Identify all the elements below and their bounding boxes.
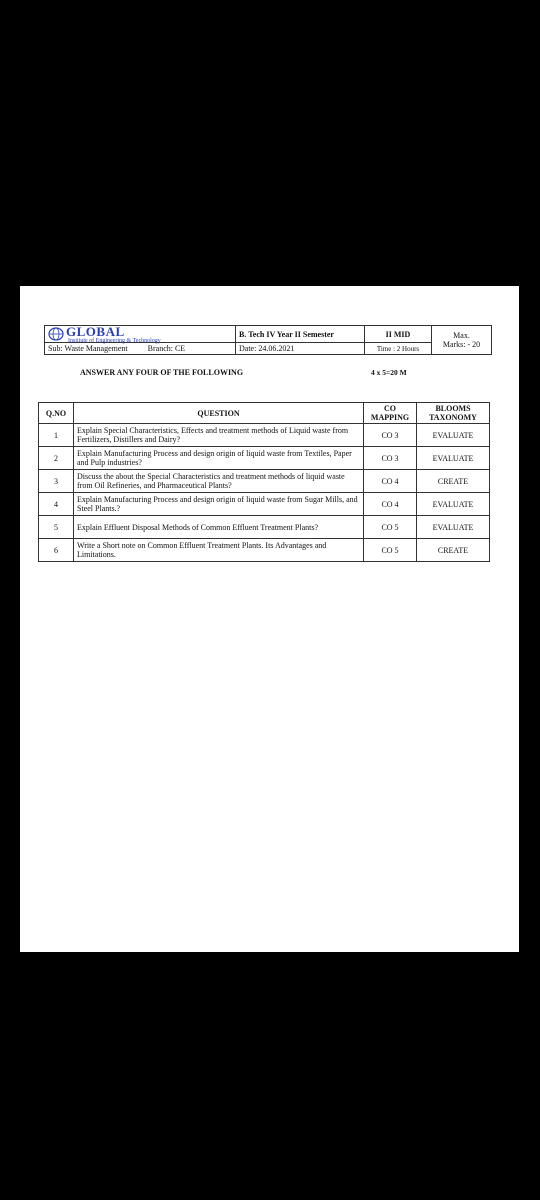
table-row (39, 493, 490, 516)
row-co: CO 4 (364, 470, 417, 493)
max-label: Max. (453, 331, 470, 340)
row-blooms: EVALUATE (417, 493, 490, 516)
header-qno: Q.NO (39, 403, 74, 424)
course-cell: B. Tech IV Year II Semester (236, 326, 365, 343)
header-bt-line2: TAXONOMY (429, 413, 477, 422)
header-bt-line1: BLOOMS (435, 404, 471, 413)
logo-cell (45, 323, 236, 344)
row-co: CO 5 (364, 516, 417, 539)
row-no: 2 (39, 447, 74, 470)
header-question: QUESTION (74, 403, 364, 424)
row-blooms: EVALUATE (417, 516, 490, 539)
header-co-line1: CO (384, 404, 396, 413)
row-no: 3 (39, 470, 74, 493)
header-co-mapping (364, 403, 417, 424)
row-co: CO 5 (364, 539, 417, 562)
row-question: Write a Short note on Common Effluent Treatment Plants. Its Advantages and Limitations. (74, 539, 364, 562)
header-table (44, 325, 492, 355)
table-row (39, 516, 490, 539)
subject-branch-cell (45, 343, 236, 355)
date-cell: Date: 24.06.2021 (236, 343, 365, 355)
time-cell: Time : 2 Hours (365, 343, 432, 355)
row-question: Explain Effluent Disposal Methods of Common Effluent Treatment Plants? (74, 516, 364, 539)
table-row (39, 470, 490, 493)
header-co-line2: MAPPING (370, 413, 410, 422)
row-co: CO 4 (364, 493, 417, 516)
marks-formula: 4 x 5=20 M (371, 368, 407, 377)
globe-icon (48, 327, 64, 341)
max-marks: Marks: - 20 (442, 340, 481, 349)
instruction: ANSWER ANY FOUR OF THE FOLLOWING (80, 368, 244, 377)
row-blooms: EVALUATE (417, 447, 490, 470)
row-question: Explain Manufacturing Process and design origin of liquid waste from Sugar Mills, and Steel Plants.? (74, 493, 364, 516)
row-blooms: EVALUATE (417, 424, 490, 447)
row-co: CO 3 (364, 424, 417, 447)
row-no: 1 (39, 424, 74, 447)
max-marks-cell (432, 326, 492, 355)
row-no: 5 (39, 516, 74, 539)
header-blooms (417, 403, 490, 424)
row-question: Explain Special Characteristics, Effects and treatment methods of Liquid waste from Fertilizers, Distillers and Dairy? (74, 424, 364, 447)
table-header-row (39, 403, 490, 424)
table-row (39, 424, 490, 447)
table-row (39, 447, 490, 470)
row-blooms: CREATE (417, 539, 490, 562)
row-question: Discuss the about the Special Characteristics and treatment methods of liquid waste from Oil Refineries, and Pharmaceutical Plants? (74, 470, 364, 493)
row-blooms: CREATE (417, 470, 490, 493)
college-logo (48, 323, 232, 344)
row-co: CO 3 (364, 447, 417, 470)
branch-text: Branch: CE (147, 344, 186, 353)
row-no: 6 (39, 539, 74, 562)
logo-subtitle: Institute of Engineering & Technology (68, 337, 161, 344)
row-question: Explain Manufacturing Process and design origin of liquid waste from Textiles, Paper and Pulp industries? (74, 447, 364, 470)
row-no: 4 (39, 493, 74, 516)
exam-paper (20, 286, 519, 952)
question-table (38, 402, 490, 562)
logo-title: GLOBAL (66, 323, 125, 339)
exam-cell: II MID (365, 326, 432, 343)
table-row (39, 539, 490, 562)
subject-text: Sub: Waste Management (48, 344, 128, 353)
